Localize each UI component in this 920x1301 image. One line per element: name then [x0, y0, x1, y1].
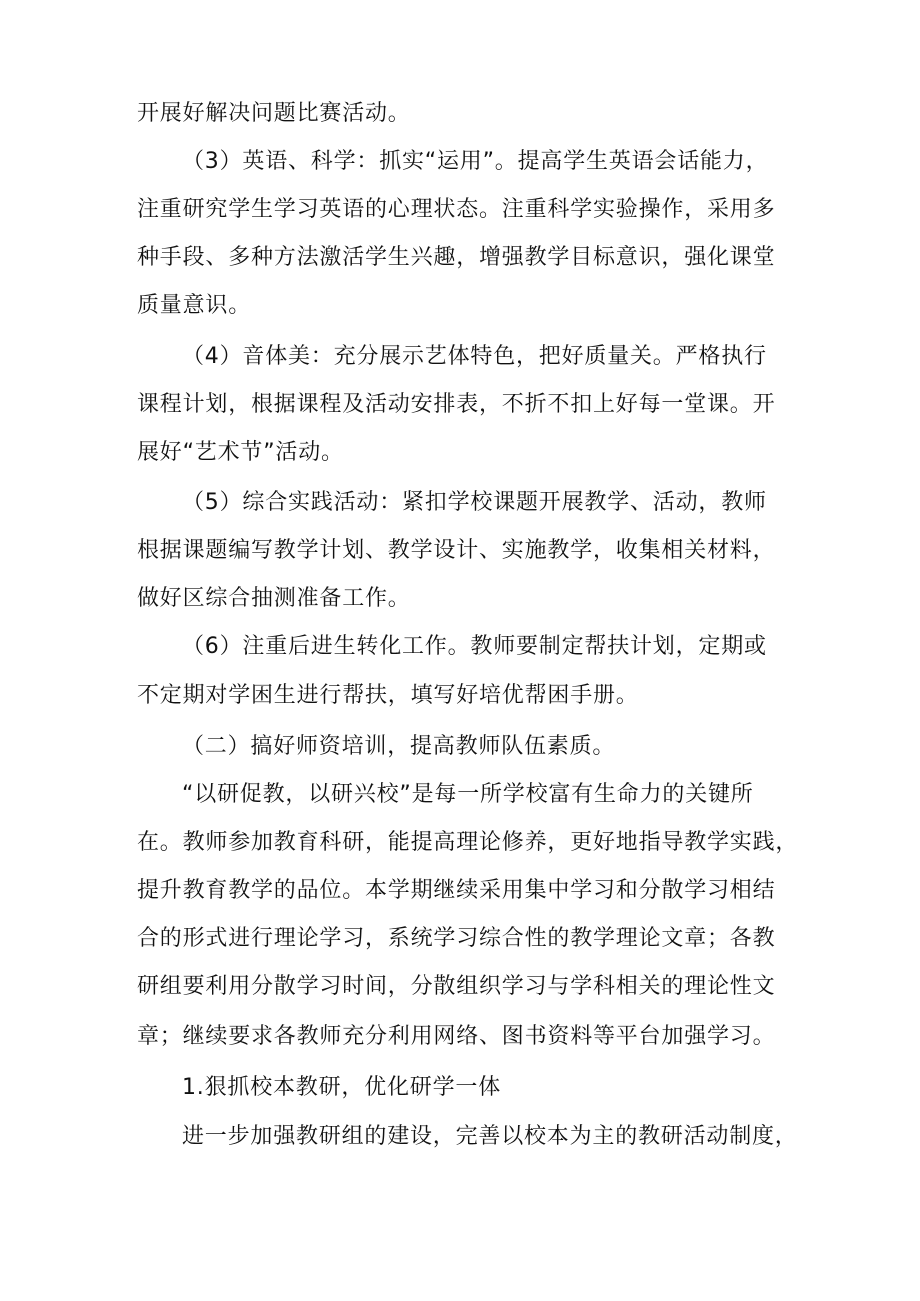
text-line: 根据课题编写教学计划、教学设计、实施教学，收集相关材料， — [137, 538, 776, 563]
text-line: （二）搞好师资培训，提高教师队伍素质。 — [182, 734, 616, 759]
text-line: （4）音体美：充分展示艺体特色，把好质量关。严格执行 — [182, 344, 767, 369]
text-line: 研组要利用分散学习时间，分散组织学习与学科相关的理论性文 — [137, 974, 776, 999]
text-line: 进一步加强教研组的建设，完善以校本为主的教研活动制度， — [182, 1124, 798, 1149]
section-heading: 1.狠抓校本教研，优化研学一体 — [182, 1075, 501, 1100]
text-line: 开展好解决问题比赛活动。 — [137, 101, 411, 126]
text-line: 不定期对学困生进行帮扶，填写好培优帮困手册。 — [137, 683, 639, 708]
text-line: 课程计划，根据课程及活动安排表，不折不扣上好每一堂课。开 — [137, 392, 776, 417]
text-line: “以研促教，以研兴校”是每一所学校富有生命力的关键所 — [182, 782, 754, 807]
text-line: 展好“艺术节”活动。 — [137, 440, 344, 465]
text-line: 注重研究学生学习英语的心理状态。注重科学实验操作，采用多 — [137, 197, 776, 222]
text-line: 合的形式进行理论学习，系统学习综合性的教学理论文章；各教 — [137, 926, 776, 951]
text-line: （3）英语、科学：抓实“运用”。提高学生英语会话能力， — [182, 149, 769, 174]
text-line: 提升教育教学的品位。本学期继续采用集中学习和分散学习相结 — [137, 878, 776, 903]
text-line: （5）综合实践活动：紧扣学校课题开展教学、活动，教师 — [182, 490, 767, 515]
text-line: 做好区综合抽测准备工作。 — [137, 586, 411, 611]
text-line: 质量意识。 — [137, 293, 252, 318]
text-line: 章；继续要求各教师充分利用网络、图书资料等平台加强学习。 — [137, 1024, 776, 1049]
text-line: 在。教师参加教育科研，能提高理论修养，更好地指导教学实践， — [137, 830, 799, 855]
text-line: （6）注重后进生转化工作。教师要制定帮扶计划，定期或 — [182, 634, 767, 659]
text-line: 种手段、多种方法激活学生兴趣，增强教学目标意识，强化课堂 — [137, 245, 776, 270]
